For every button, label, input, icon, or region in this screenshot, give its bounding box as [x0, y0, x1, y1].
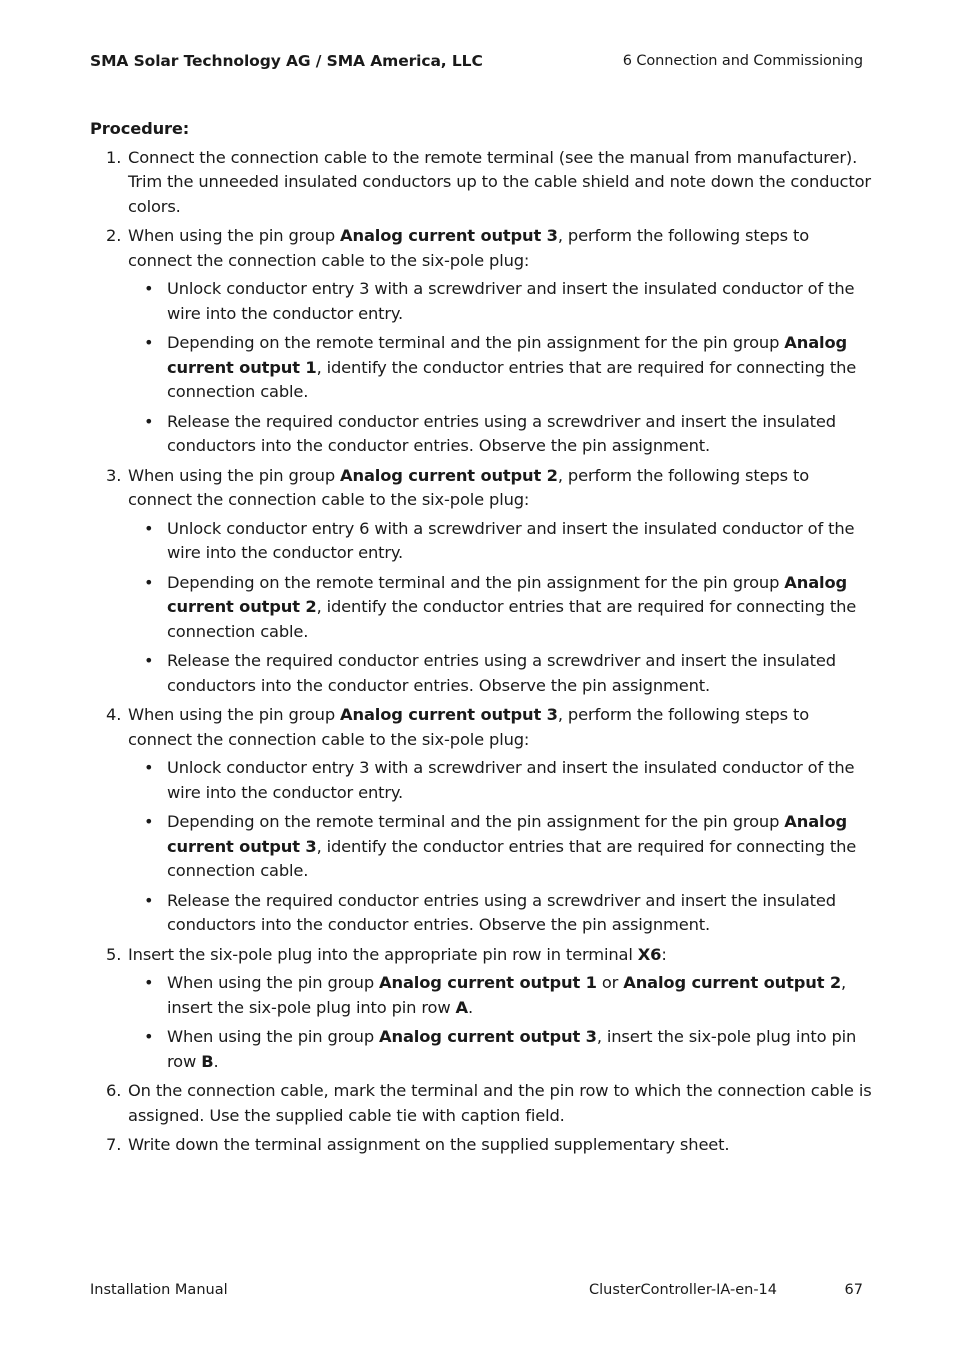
bullet-icon: • [144, 890, 154, 910]
procedure-step [90, 1133, 875, 1158]
substep-item [128, 649, 875, 698]
step-text [128, 1079, 875, 1128]
step-text [128, 146, 875, 220]
text-segment: Unlock conductor entry 6 with a screwdriver and insert the insulated conductor of the wire into the conductor entry. [167, 518, 855, 562]
text-segment: , perform the following steps to connect the connection cable to the six-pole plug: [128, 705, 810, 749]
text-segment: . [213, 1051, 219, 1071]
substep-item [128, 889, 875, 938]
bullet-icon: • [144, 411, 154, 431]
bold-term: X6 [637, 944, 662, 964]
substep-text [167, 649, 875, 698]
substep-item [128, 331, 875, 405]
text-segment: When using the pin group [167, 1027, 380, 1046]
text-segment: , insert the six-pole plug into pin row [167, 973, 847, 1017]
text-segment: Write down the terminal assignment on the supplied supplementary sheet. [128, 1135, 730, 1154]
text-segment: Connect the connection cable to the remote terminal (see the manual from manufacturer). Trim the unneeded insulated conductors up to the cable shield and note down the conductor colors. [128, 147, 871, 216]
bullet-icon: • [144, 651, 154, 670]
step-text [128, 703, 875, 752]
substep-item [128, 756, 875, 805]
procedure-step [90, 1079, 875, 1128]
substep-text [167, 517, 875, 566]
bullet-icon: • [144, 973, 154, 992]
text-segment: Depending on the remote terminal and the pin assignment for the pin group [167, 572, 785, 592]
step-text [128, 464, 875, 513]
text-segment: . [467, 997, 473, 1017]
step-substeps [128, 756, 875, 938]
step-number: 2. [106, 226, 122, 245]
text-segment: Release the required conductor entries using a screwdriver and insert the insulated conductors into the conductor entries. Observe the pin assignment. [167, 651, 836, 695]
step-number: 4. [106, 705, 122, 724]
substep-text [167, 889, 875, 938]
bold-term: Analog current output 3 [340, 705, 558, 724]
substep-text [167, 756, 875, 805]
substep-text [167, 277, 875, 326]
text-segment: On the connection cable, mark the terminal and the pin row to which the connection cable is assigned. Use the supplied cable tie with caption field. [128, 1081, 872, 1125]
bullet-icon: • [144, 518, 154, 538]
text-segment: Depending on the remote terminal and the pin assignment for the pin group [167, 812, 785, 831]
text-segment: When using the pin group [128, 705, 341, 724]
bullet-icon: • [144, 812, 154, 831]
substep-item [128, 277, 875, 326]
text-segment: , identify the conductor entries that are required for connecting the connection cable. [167, 357, 857, 401]
step-number: 5. [106, 944, 122, 964]
procedure-heading: Procedure: [90, 119, 190, 138]
text-segment: , perform the following steps to connect the connection cable to the six-pole plug: [128, 465, 810, 509]
substep-item [128, 517, 875, 566]
page-content [90, 117, 875, 1163]
text-segment: Depending on the remote terminal and the pin assignment for the pin group [167, 333, 785, 352]
text-segment: Release the required conductor entries using a screwdriver and insert the insulated conductors into the conductor entries. Observe the pin assignment. [167, 411, 836, 455]
step-text [128, 224, 875, 273]
bold-term: Analog current output 2 [167, 572, 847, 616]
bold-term: Analog current output 2 [340, 465, 558, 485]
text-segment: Unlock conductor entry 3 with a screwdriver and insert the insulated conductor of the wire into the conductor entry. [167, 279, 855, 323]
text-segment: , identify the conductor entries that are required for connecting the connection cable. [167, 836, 857, 880]
footer-doc-id: ClusterController-IA-en-14 [589, 1282, 777, 1298]
substep-text [167, 810, 875, 884]
procedure-step [90, 464, 875, 699]
bullet-icon: • [144, 279, 154, 298]
substep-item [128, 410, 875, 459]
bullet-icon: • [144, 758, 154, 777]
substep-text [167, 571, 875, 645]
substep-item [128, 1025, 875, 1074]
substep-item [128, 810, 875, 884]
procedure-step [90, 224, 875, 459]
substep-text [167, 1025, 875, 1074]
text-segment: : [661, 944, 667, 964]
step-substeps [128, 277, 875, 459]
bold-term: B [201, 1051, 214, 1071]
text-segment: , identify the conductor entries that are required for connecting the connection cable. [167, 597, 857, 641]
step-substeps [128, 971, 875, 1074]
procedure-step [90, 146, 875, 220]
substep-item [128, 971, 875, 1020]
text-segment: Unlock conductor entry 3 with a screwdriver and insert the insulated conductor of the wire into the conductor entry. [167, 758, 855, 802]
substep-text [167, 331, 875, 405]
bullet-icon: • [144, 1027, 154, 1046]
bold-term: Analog current output 2 [623, 973, 842, 992]
bullet-icon: • [144, 572, 154, 592]
text-segment: , perform the following steps to connect the connection cable to the six-pole plug: [128, 226, 810, 270]
substep-text [167, 971, 875, 1020]
step-number: 7. [106, 1135, 122, 1154]
text-segment: Release the required conductor entries using a screwdriver and insert the insulated conductors into the conductor entries. Observe the pin assignment. [167, 890, 836, 934]
step-number: 6. [106, 1081, 122, 1100]
header-company: SMA Solar Technology AG / SMA America, LLC [90, 52, 483, 70]
footer-manual: Installation Manual [90, 1282, 228, 1298]
procedure-step [90, 943, 875, 1075]
header-chapter: 6 Connection and Commissioning [622, 53, 863, 69]
text-segment: When using the pin group [167, 973, 380, 992]
bold-term: Analog current output 3 [379, 1027, 597, 1046]
text-segment: When using the pin group [128, 226, 341, 245]
bold-term: A [455, 997, 468, 1017]
text-segment: , insert the six-pole plug into pin row [167, 1027, 857, 1071]
bold-term: Analog current output 3 [340, 226, 558, 245]
procedure-steps [90, 146, 875, 1158]
text-segment: or [596, 973, 624, 992]
bold-term: Analog current output 1 [167, 333, 847, 377]
step-substeps [128, 517, 875, 699]
text-segment: Insert the six-pole plug into the appropriate pin row in terminal [128, 944, 638, 964]
step-text [128, 943, 875, 968]
step-number: 1. [106, 147, 122, 167]
step-number: 3. [106, 465, 122, 485]
text-segment: When using the pin group [128, 465, 341, 485]
bold-term: Analog current output 3 [167, 812, 847, 856]
page-number: 67 [844, 1282, 863, 1298]
step-text [128, 1133, 875, 1158]
substep-item [128, 571, 875, 645]
procedure-step [90, 703, 875, 938]
bold-term: Analog current output 1 [379, 973, 597, 992]
bullet-icon: • [144, 333, 154, 352]
substep-text [167, 410, 875, 459]
